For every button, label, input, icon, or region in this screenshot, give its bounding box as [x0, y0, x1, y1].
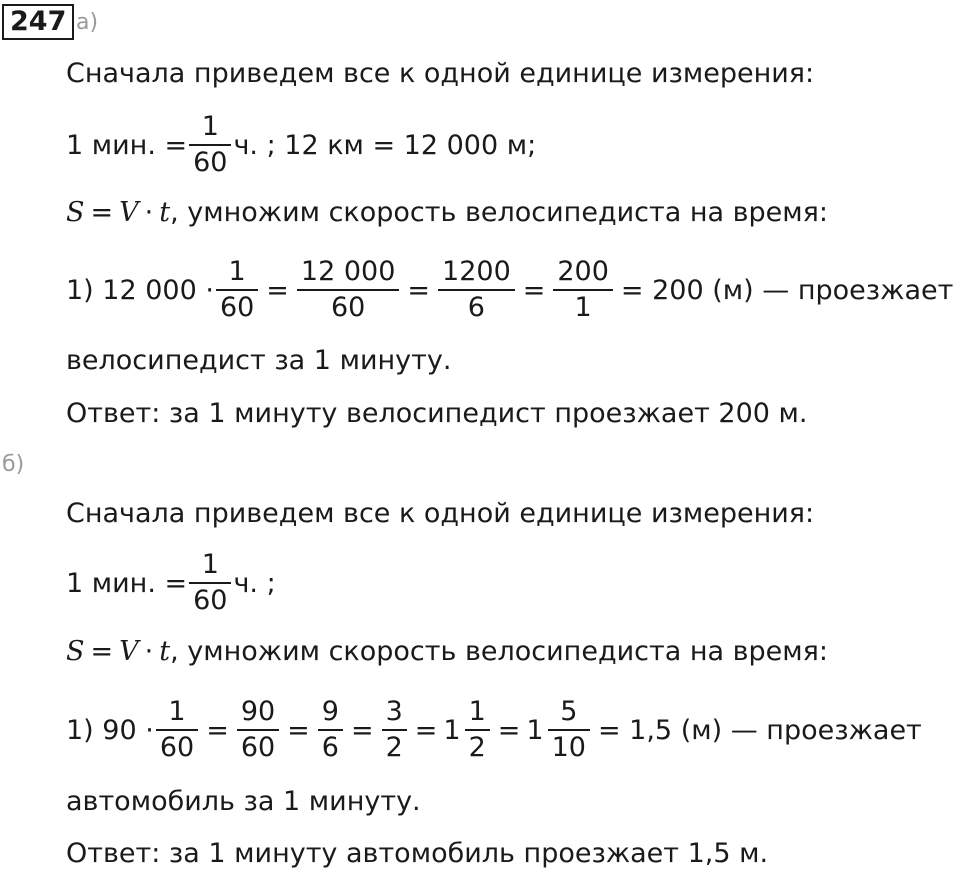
mixed-1-whole: 1: [443, 714, 461, 746]
part-a-label: а): [76, 10, 99, 35]
part-a-answer: [66, 398, 807, 429]
step-cont-text: велосипедист за 1 минуту.: [66, 345, 452, 376]
formula-text: , умножим скорость велосипедиста на время:: [170, 636, 829, 667]
step-prefix: 1) 12 000 ·: [66, 274, 214, 306]
step-cont-text: автомобиль за 1 минуту.: [66, 786, 421, 817]
conv-fraction: $\frac{1}{60}$: [189, 110, 231, 180]
symbol-t: t: [159, 636, 171, 667]
part-a-formula: S = V · t , умножим скорость велосипедиста на время:: [66, 197, 829, 228]
formula-text: , умножим скорость велосипедиста на время:: [170, 197, 829, 228]
mixed-2-fraction: $\frac{5}{10}$: [548, 695, 590, 765]
conv-right: ч. ; 12 км = 12 000 м;: [233, 129, 537, 161]
step-result: = 1,5 (м) — проезжает: [597, 714, 922, 746]
part-b-answer: [66, 838, 768, 869]
part-b-conversion: [66, 548, 276, 618]
symbol-s: S: [66, 197, 85, 228]
symbol-v: V: [119, 636, 139, 667]
part-b-formula: S = V · t , умножим скорость велосипедиста на время:: [66, 636, 829, 667]
step-result: = 200 (м) — проезжает: [620, 274, 954, 306]
answer-text: Ответ: за 1 минуту автомобиль проезжает 1,5 м.: [66, 838, 769, 869]
part-a-step1: 1) 12 000 · $\frac{1}{60}$ = $\frac{12 000}{60}$ = $\frac{1200}{6}$ = $\frac{200}{1}$ = 200 (м) — проезжает: [66, 256, 954, 323]
conv-left: 1 мин. =: [66, 567, 188, 599]
part-a-intro: [66, 58, 814, 89]
symbol-s: S: [66, 636, 85, 667]
part-b-step-cont: [66, 786, 421, 817]
intro-text: Сначала приведем все к одной единице измерения:: [66, 58, 815, 89]
part-a-conversion: [66, 110, 536, 180]
problem-number: 247: [2, 4, 74, 40]
intro-text: Сначала приведем все к одной единице измерения:: [66, 498, 815, 529]
step-prefix: 1) 90 ·: [66, 714, 154, 746]
fraction-4: $\frac{3}{2}$: [382, 695, 407, 765]
answer-text: Ответ: за 1 минуту велосипедист проезжает 200 м.: [66, 398, 808, 429]
conv-left: 1 мин. =: [66, 129, 188, 161]
fraction-3: $\frac{1200}{6}$: [438, 255, 515, 325]
conv-fraction: $\frac{1}{60}$: [189, 548, 231, 618]
part-b-label: б): [2, 452, 25, 477]
symbol-v: V: [119, 197, 139, 228]
part-b-step1: 1) 90 · $\frac{1}{60}$ = $\frac{90}{60}$ = $\frac{9}{6}$ = $\frac{3}{2}$ = 1 $\frac{1}{2}$ = 1 $\frac{5}{10}$ = 1,5 (м) — проезжает: [66, 696, 922, 763]
part-b-intro: [66, 498, 814, 529]
fraction-1: $\frac{1}{60}$: [216, 255, 258, 325]
conv-right: ч. ;: [233, 567, 276, 599]
mixed-1-fraction: $\frac{1}{2}$: [465, 695, 490, 765]
fraction-2: $\frac{90}{60}$: [237, 695, 279, 765]
symbol-t: t: [159, 197, 171, 228]
part-a-step-cont: [66, 345, 451, 376]
fraction-2: $\frac{12 000}{60}$: [297, 255, 399, 325]
fraction-1: $\frac{1}{60}$: [156, 695, 198, 765]
fraction-4: $\frac{200}{1}$: [553, 255, 613, 325]
mixed-2-whole: 1: [526, 714, 544, 746]
fraction-3: $\frac{9}{6}$: [318, 695, 343, 765]
